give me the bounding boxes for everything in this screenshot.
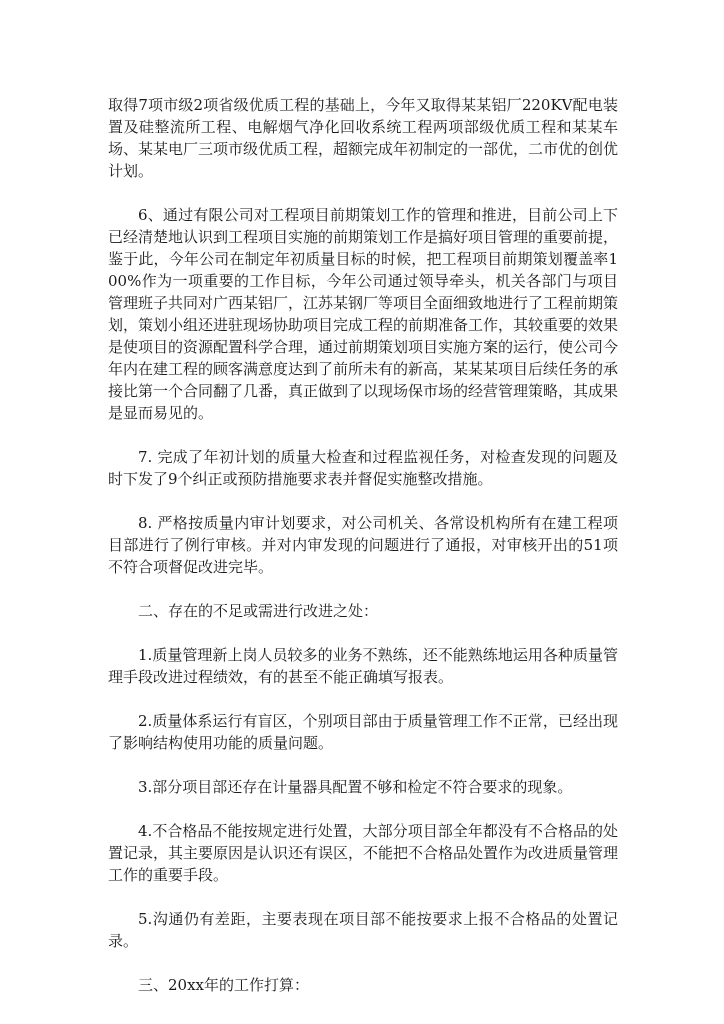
paragraph-item-8: 8. 严格按质量内审计划要求，对公司机关、各常设机构所有在建工程项目部进行了例行审核。并对内审发现的问题进行了通报，对审核开出的51项不符合项督促改进完毕。 bbox=[108, 514, 618, 576]
shortcoming-item-2: 2.质量体系运行有盲区，个别项目部由于质量管理工作不正常，已经出现了影响结构使用功能的质量问题。 bbox=[108, 712, 618, 752]
paragraph-item-6: 6、通过有限公司对工程项目前期策划工作的管理和推进，目前公司上下已经清楚地认识到工程项目实施的前期策划工作是搞好项目管理的重要前提，鉴于此，今年公司在制定年初质量目标的时候，把工程项目前期策划覆盖率100%作为一项重要的工作目标，今年公司通过领导牵头，机关各部门与项目管理班子共同对广西某铝厂，江苏某钢厂等项目全面细致地进行了工程前期策划，策划小组还进驻现场协助项目完成工程的前期准备工作，其较重要的效果是使项目的资源配置科学合理，通过前期策划项目实施方案的运行，使公司今年内在建工程的顾客满意度达到了前所未有的新高，某某某项目后续任务的承接比第一个合同翻了几番，真正做到了以现场保市场的经营管理策略，其成果是显而易见的。 bbox=[108, 206, 619, 422]
paragraph-continuation: 取得7项市级2项省级优质工程的基础上，今年又取得某某铝厂220KV配电装置及硅整流所工程、电解烟气净化回收系统工程两项部级优质工程和某某车场、某某电厂三项市级优质工程，超额完成年初制定的一部优，二市优的创优计划。 bbox=[108, 96, 619, 180]
shortcoming-item-1: 1.质量管理新上岗人员较多的业务不熟练，还不能熟练地运用各种质量管理手段改进过程绩效，有的甚至不能正确填写报表。 bbox=[108, 646, 618, 686]
shortcoming-item-3: 3.部分项目部还存在计量器具配置不够和检定不符合要求的现象。 bbox=[138, 778, 573, 796]
document-body bbox=[108, 94, 618, 1018]
shortcoming-item-4: 4.不合格品不能按规定进行处置，大部分项目部全年都没有不合格品的处置记录，其主要原因是认识还有误区，不能把不合格品处置作为改进质量管理工作的重要手段。 bbox=[108, 822, 619, 884]
section-heading-shortcomings: 二、存在的不足或需进行改进之处： bbox=[138, 602, 379, 620]
section-heading-work-plan: 三、20xx年的工作打算： bbox=[138, 976, 310, 994]
shortcoming-item-5: 5.沟通仍有差距，主要表现在项目部不能按要求上报不合格品的处置记录。 bbox=[108, 910, 618, 950]
paragraph-item-7: 7. 完成了年初计划的质量大检查和过程监视任务，对检查发现的问题及时下发了9个纠正或预防措施要求表并督促实施整改措施。 bbox=[108, 448, 618, 488]
